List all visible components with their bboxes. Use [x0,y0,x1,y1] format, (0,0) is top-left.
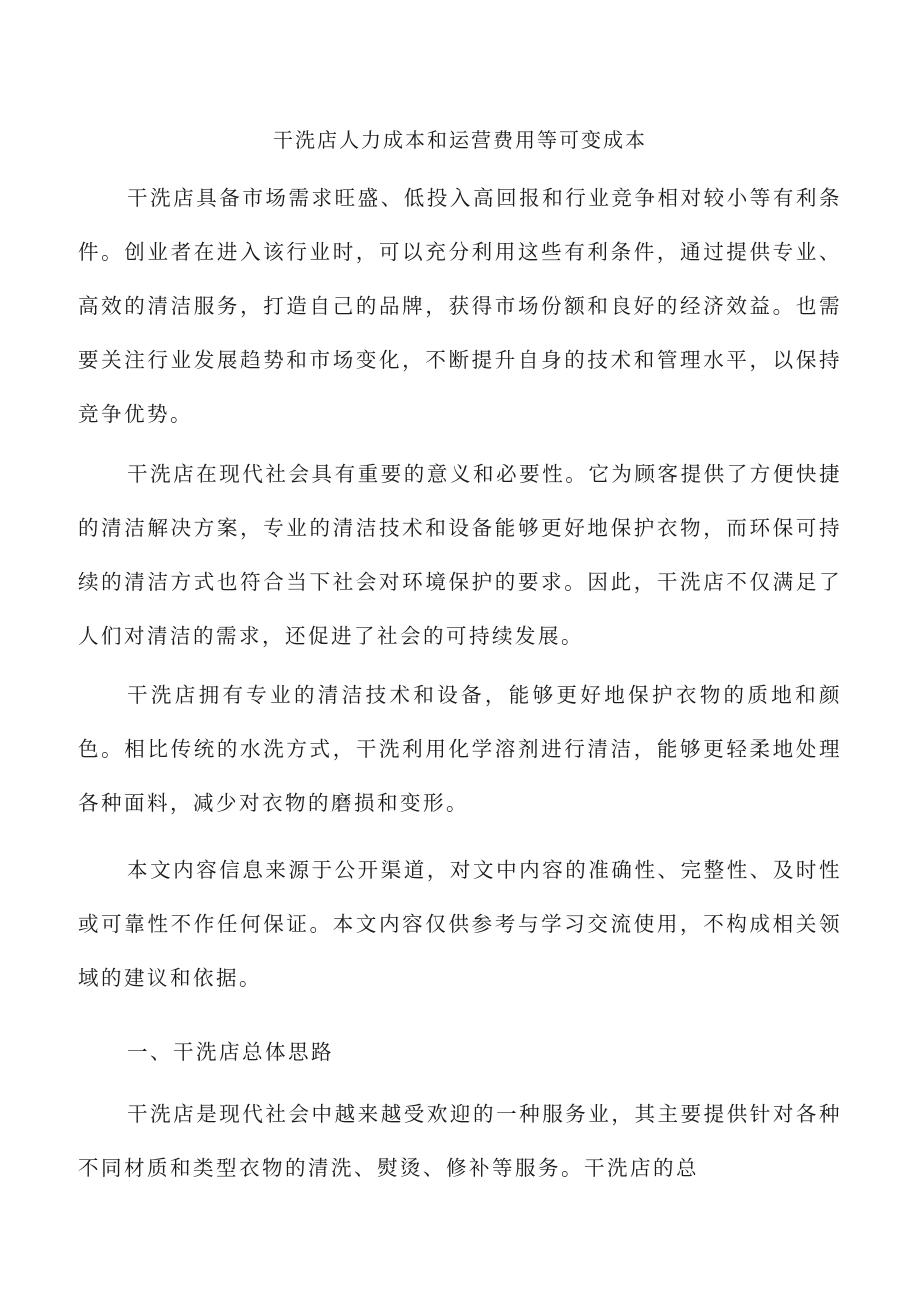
document-title: 干洗店人力成本和运营费用等可变成本 [273,128,647,152]
paragraph-technology: 干洗店拥有专业的清洁技术和设备，能够更好地保护衣物的质地和颜色。相比传统的水洗方式，干洗利用化学溶剂进行清洁，能够更轻柔地处理各种面料，减少对衣物的磨损和变形。 [78,683,842,815]
section-heading: 一、干洗店总体思路 [127,1040,334,1064]
paragraph-disclaimer: 本文内容信息来源于公开渠道，对文中内容的准确性、完整性、及时性或可靠性不作任何保证。本文内容仅供参考与学习交流使用，不构成相关领域的建议和依据。 [78,858,842,990]
paragraph-market-advantages: 干洗店具备市场需求旺盛、低投入高回报和行业竞争相对较小等有利条件。创业者在进入该行业时，可以充分利用这些有利条件，通过提供专业、高效的清洁服务，打造自己的品牌，获得市场份额和良好的经济效益。也需要关注行业发展趋势和市场变化，不断提升自身的技术和管理水平，以保持竞争优势。 [78,186,842,426]
paragraph-significance: 干洗店在现代社会具有重要的意义和必要性。它为顾客提供了方便快捷的清洁解决方案，专业的清洁技术和设备能够更好地保护衣物，而环保可持续的清洁方式也符合当下社会对环境保护的要求。因此，干洗店不仅满足了人们对清洁的需求，还促进了社会的可持续发展。 [78,462,842,648]
section-paragraph: 干洗店是现代社会中越来越受欢迎的一种服务业，其主要提供针对各种不同材质和类型衣物的清洗、熨烫、修补等服务。干洗店的总 [78,1102,842,1180]
